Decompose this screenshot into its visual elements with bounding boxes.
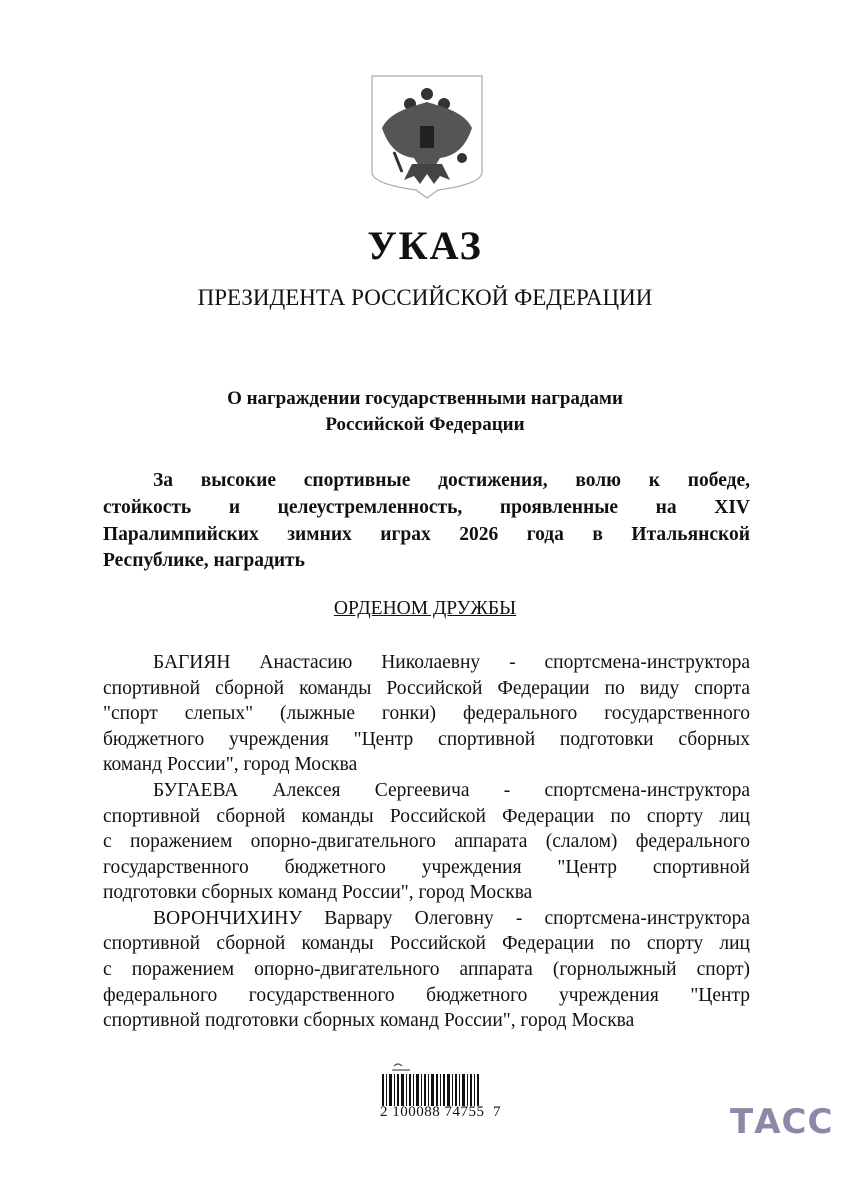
awardee-line: ВОРОНЧИХИНУ Варвару Олеговну - спортсмена-инструктора — [153, 908, 750, 929]
barcode-number: 2 100088 74755 7 — [380, 1104, 501, 1120]
awardee-line: команд России", город Москва — [103, 754, 358, 775]
coat-of-arms-emblem — [368, 72, 486, 200]
awardee-line: спортивной сборной команды Российской Федерации по виду спорта — [103, 678, 750, 699]
document-subtitle: ПРЕЗИДЕНТА РОССИЙСКОЙ ФЕДЕРАЦИИ — [197, 285, 653, 310]
awardee-line: спортивной сборной команды Российской Федерации по спорту лиц — [103, 806, 750, 827]
awardee-line: БУГАЕВА Алексея Сергеевича - спортсмена-инструктора — [153, 780, 750, 801]
awardee-line: государственного бюджетного учреждения "Центр спортивной — [103, 857, 750, 878]
subject-line: О награждении государственными наградами — [227, 388, 623, 409]
awardee-line: спортивной подготовки сборных команд России", город Москва — [103, 1010, 635, 1031]
awardee-line: "спорт слепых" (лыжные гонки) федерального государственного — [103, 703, 750, 724]
awardee-line: бюджетного учреждения "Центр спортивной подготовки сборных — [103, 729, 750, 750]
awardee-line: БАГИЯН Анастасию Николаевну - спортсмена-инструктора — [153, 652, 750, 673]
barcode — [380, 1062, 500, 1121]
awardee-line: подготовки сборных команд России", город Москва — [103, 882, 533, 903]
preamble-line: За высокие спортивные достижения, волю к победе, — [153, 470, 750, 491]
tass-watermark-logo: ТАСС — [730, 1102, 834, 1142]
preamble-line: Республике, наградить — [103, 550, 305, 571]
barcode-bars — [380, 1062, 484, 1106]
awardee-line: федерального государственного бюджетного учреждения "Центр — [103, 985, 750, 1006]
subject-line: Российской Федерации — [325, 414, 525, 435]
decree-subject — [0, 386, 850, 438]
awardee-line: спортивной сборной команды Российской Федерации по спорту лиц — [103, 933, 750, 954]
award-order-heading: ОРДЕНОМ ДРУЖБЫ — [333, 598, 517, 619]
preamble-line: Паралимпийских зимних играх 2026 года в Итальянской — [103, 524, 750, 545]
preamble-line: стойкость и целеустремленность, проявленные на XIV — [103, 497, 750, 518]
awardee-line: с поражением опорно-двигательного аппарата (горнолыжный спорт) — [103, 959, 750, 980]
awardee-line: с поражением опорно-двигательного аппарата (слалом) федерального — [103, 831, 750, 852]
document-title: УКАЗ — [367, 223, 483, 268]
